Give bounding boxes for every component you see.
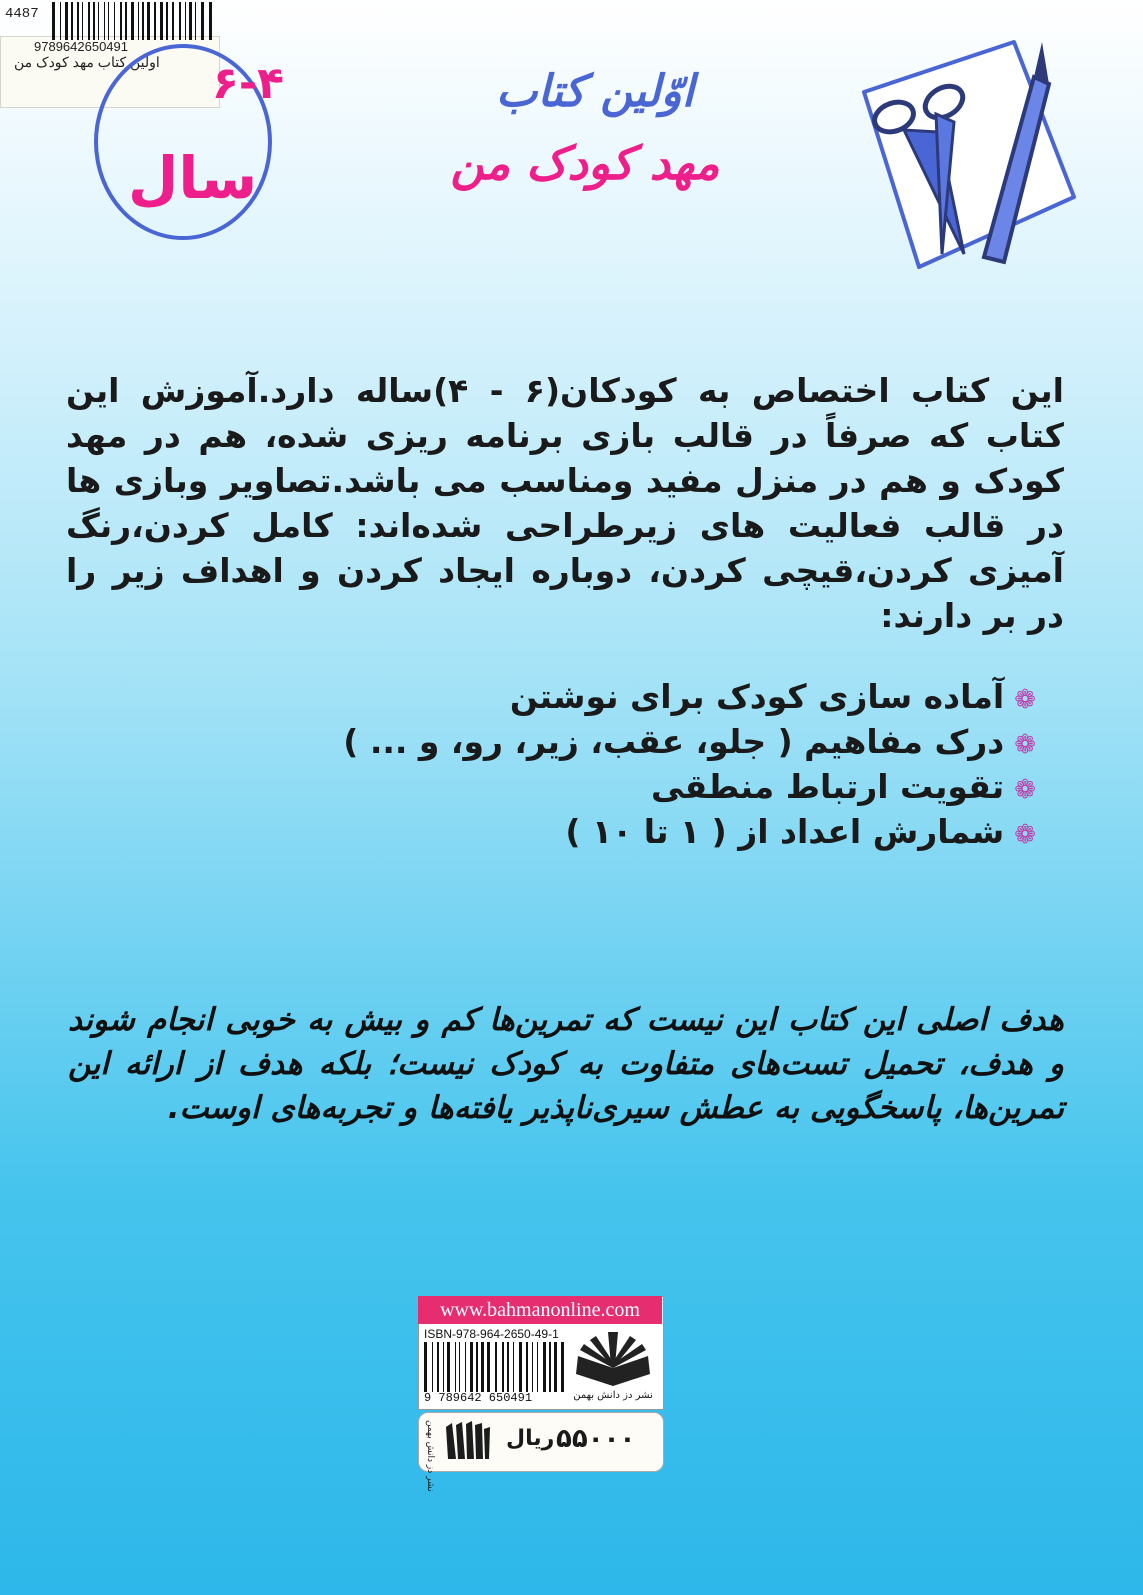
age-unit: سال: [128, 144, 258, 212]
stamp-text: نشر دز دانش بهمن: [425, 1420, 435, 1492]
isbn-barcode-number: 9 789642 650491: [424, 1391, 533, 1405]
flower-bullet-icon: ❁: [1014, 730, 1036, 760]
age-range: ۶-۴: [212, 58, 284, 109]
flower-bullet-icon: ❁: [1014, 820, 1036, 850]
price-unit: ریال: [506, 1426, 555, 1451]
isbn-text: ISBN-978-964-2650-49-1: [424, 1327, 559, 1341]
library-stamp-icon: [440, 1419, 492, 1463]
goal-text: تقویت ارتباط منطقی: [651, 767, 1005, 806]
price-value: ۵۵۰۰۰: [556, 1424, 636, 1454]
isbn-barcode: [424, 1342, 564, 1392]
flower-bullet-icon: ❁: [1014, 775, 1036, 805]
book-title-line1: اوّلین کتاب: [495, 66, 695, 117]
scissors-and-pencil-icon: [844, 22, 1084, 292]
goal-item: [300, 674, 1036, 719]
sticker-barcode-number: 9789642650491: [34, 39, 128, 54]
publisher-name: نشر دز دانش بهمن: [573, 1390, 653, 1401]
goals-list: [300, 674, 1036, 854]
book-title-line2: مهد کودک من: [450, 136, 720, 190]
goal-item: [300, 809, 1036, 854]
goal-text: درک مفاهیم ( جلو، عقب، زیر، رو، و ... ): [343, 722, 1005, 761]
intro-paragraph: این کتاب اختصاص به کودکان(۶ - ۴)ساله دارد.آموزش این کتاب که صرفاً در قالب بازی برنامه ریزی شده، هم در مهد کودک و هم در منزل مفید ومناسب می باشد.تصاویر وبازی ها در قالب فعالیت های زیرطراحی شده‌اند: کامل کردن،رنگ آمیزی کردن،قیچی کردن، دوباره ایجاد کردن و اهداف زیر را در بر دارند:: [66, 371, 1064, 635]
goal-text: آماده سازی کودک برای نوشتن: [509, 677, 1005, 716]
book-logo-icon: [566, 1326, 660, 1390]
goal-text: شمارش اعداد از ( ۱ تا ۱۰ ): [565, 812, 1005, 851]
sticker-barcode: [52, 2, 212, 42]
goal-item: [300, 764, 1036, 809]
sticker-id: 4487: [5, 6, 39, 22]
publisher-url[interactable]: www.bahmanonline.com: [418, 1296, 662, 1324]
aim-paragraph: هدف اصلی این کتاب این نیست که تمرین‌ها کم و بیش به خوبی انجام شوند و هدف، تحمیل تست‌های متفاوت به کودک نیست؛ بلکه هدف از ارائه این تمرین‌ها، پاسخگویی به عطش سیری‌ناپذیر یافته‌ها و تجربه‌های اوست.: [68, 1002, 1064, 1126]
goal-item: [300, 719, 1036, 764]
sticker-title: اولین کتاب مهد کودک من: [14, 54, 160, 70]
flower-bullet-icon: ❁: [1014, 685, 1036, 715]
